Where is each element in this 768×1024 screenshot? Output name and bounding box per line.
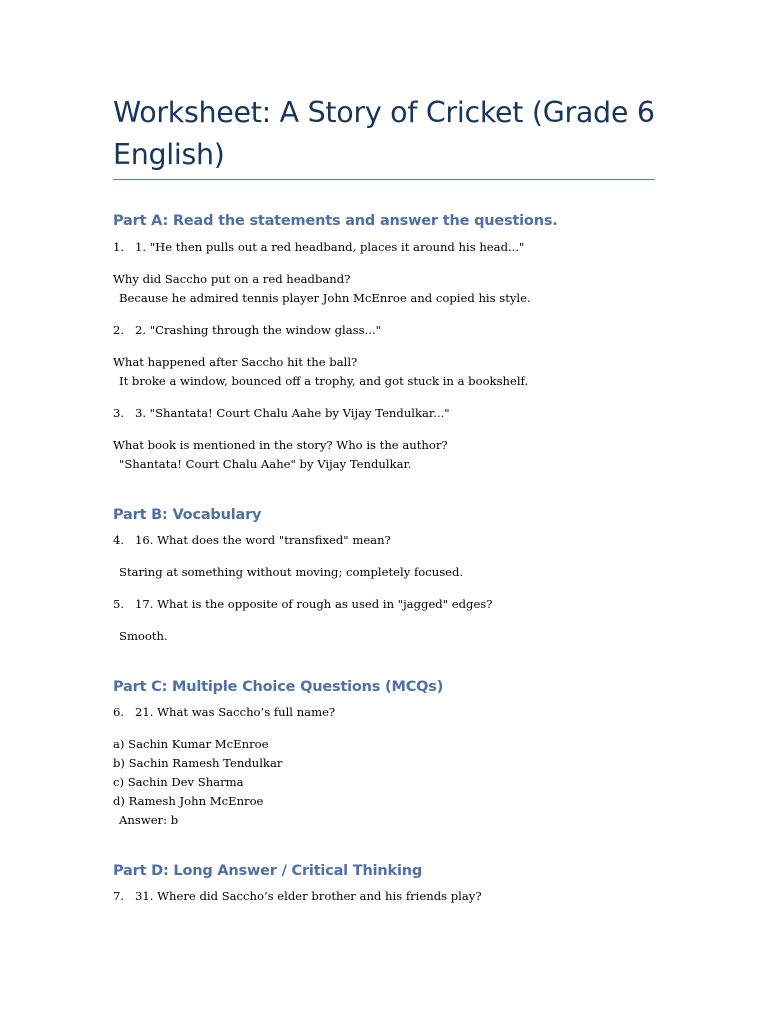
item-question: 31. Where did Saccho’s elder brother and his friends play? [135, 889, 482, 903]
list-item [113, 532, 391, 548]
item-statement: 2. "Crashing through the window glass..." [135, 323, 381, 337]
document-title: Worksheet: A Story of Cricket (Grade 6 English) [113, 96, 655, 171]
list-item [113, 888, 482, 904]
mcq-option: d) Ramesh John McEnroe [113, 794, 264, 808]
answer-text: Staring at something without moving; completely focused. [119, 565, 464, 579]
item-number: 5. [113, 597, 125, 611]
mcq-option: b) Sachin Ramesh Tendulkar [113, 756, 283, 770]
item-number: 6. [113, 705, 125, 719]
title-underline [113, 179, 655, 180]
item-number: 4. [113, 533, 125, 547]
part-d-heading: Part D: Long Answer / Critical Thinking [113, 863, 423, 879]
answer-text: Because he admired tennis player John McEnroe and copied his style. [119, 291, 531, 305]
item-statement: 3. "Shantata! Court Chalu Aahe by Vijay Tendulkar..." [135, 406, 450, 420]
part-c-heading: Part C: Multiple Choice Questions (MCQs) [113, 679, 444, 695]
part-a-heading: Part A: Read the statements and answer the questions. [113, 213, 558, 229]
list-item [113, 322, 381, 338]
item-statement: 1. "He then pulls out a red headband, places it around his head..." [135, 240, 525, 254]
item-number: 3. [113, 406, 125, 420]
list-item [113, 704, 335, 720]
item-question: 16. What does the word "transfixed" mean? [135, 533, 391, 547]
list-item [113, 596, 492, 612]
question-text: What book is mentioned in the story? Who is the author? [113, 438, 448, 452]
question-text: What happened after Saccho hit the ball? [113, 355, 358, 369]
item-number: 2. [113, 323, 125, 337]
item-number: 7. [113, 889, 125, 903]
answer-text: It broke a window, bounced off a trophy, and got stuck in a bookshelf. [119, 374, 529, 388]
mcq-option: c) Sachin Dev Sharma [113, 775, 244, 789]
mcq-option: a) Sachin Kumar McEnroe [113, 737, 269, 751]
question-text: Why did Saccho put on a red headband? [113, 272, 351, 286]
list-item [113, 405, 450, 421]
answer-text: Answer: b [119, 813, 179, 827]
list-item [113, 239, 524, 255]
part-b-heading: Part B: Vocabulary [113, 507, 262, 523]
answer-text: "Shantata! Court Chalu Aahe" by Vijay Tendulkar. [119, 457, 412, 471]
answer-text: Smooth. [119, 629, 168, 643]
item-number: 1. [113, 240, 125, 254]
item-question: 17. What is the opposite of rough as used in "jagged" edges? [135, 597, 493, 611]
item-question: 21. What was Saccho’s full name? [135, 705, 336, 719]
